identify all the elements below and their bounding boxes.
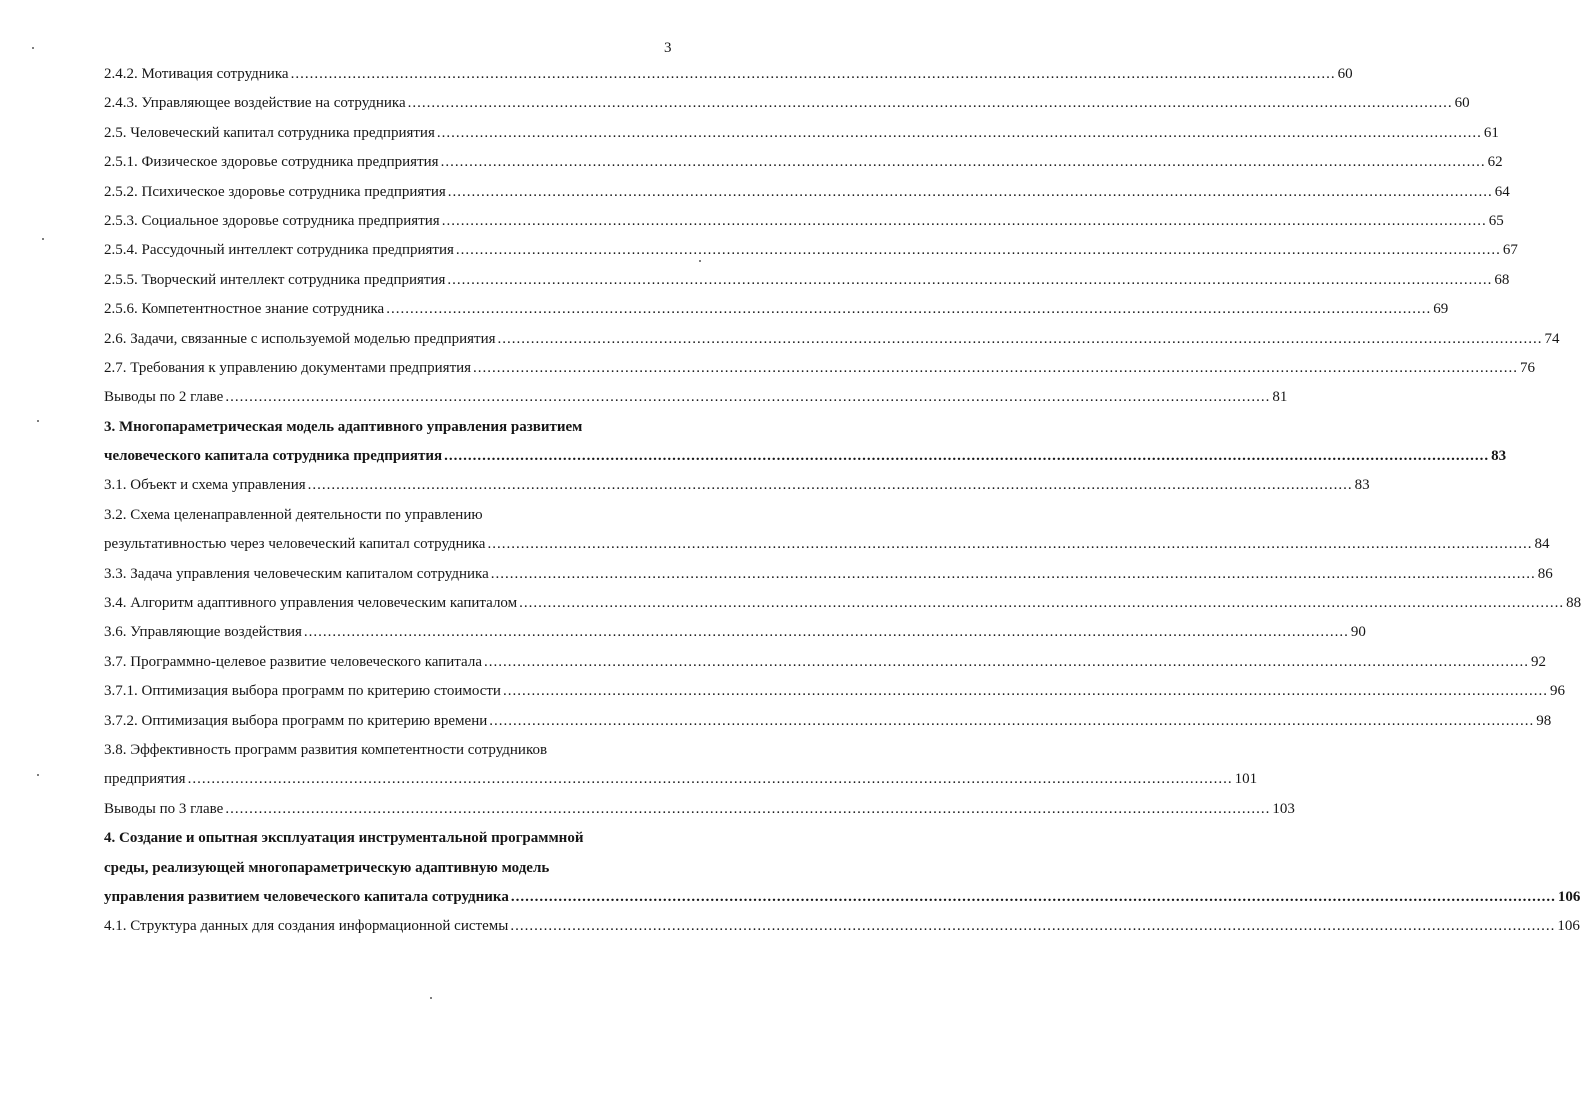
- scan-speck: [37, 774, 39, 776]
- toc-leader-dots: ............................................................................................................................................................................................................................: [187, 771, 1233, 788]
- toc-entry-page: 69: [1433, 301, 1449, 318]
- toc-entry-page: 103: [1272, 800, 1295, 817]
- toc-leader-dots: ............................................................................................................................................................................................................................: [441, 212, 1487, 229]
- toc-entry: [104, 89, 1470, 118]
- toc-entry: [104, 560, 1553, 589]
- toc-entry-title: 3.2. Схема целенаправленной деятельности по управлению: [104, 506, 483, 523]
- toc-entry-page: 62: [1487, 154, 1503, 171]
- toc-leader-dots: ............................................................................................................................................................................................................................: [225, 389, 1271, 406]
- toc-leader-dots: ............................................................................................................................................................................................................................: [510, 888, 1556, 905]
- toc-entry-title: 4. Создание и опытная эксплуатация инструментальной программной: [104, 830, 584, 847]
- toc-entry-title: 3.7.1. Оптимизация выбора программ по критерию стоимости: [104, 683, 501, 700]
- toc-leader-dots: ............................................................................................................................................................................................................................: [455, 242, 1501, 259]
- toc-entry: [104, 912, 1580, 941]
- toc-entry-page: 92: [1530, 653, 1546, 670]
- toc-entry: [104, 354, 1536, 383]
- toc-entry-title: среды, реализующей многопараметрическую адаптивную модель: [104, 859, 550, 876]
- toc-leader-dots: ............................................................................................................................................................................................................................: [510, 918, 1556, 935]
- toc-entry-title: 2.5.3. Социальное здоровье сотрудника предприятия: [104, 212, 440, 229]
- toc-entry-title: Выводы по 3 главе: [104, 800, 224, 817]
- toc-leader-dots: ............................................................................................................................................................................................................................: [489, 712, 1535, 729]
- toc-entry-title: 2.6. Задачи, связанные с используемой моделью предприятия: [104, 330, 496, 347]
- toc-entry-title: 3.6. Управляющие воздействия: [104, 624, 302, 641]
- toc-entry-page: 60: [1337, 66, 1353, 82]
- scan-speck: [37, 420, 39, 422]
- toc-leader-dots: ............................................................................................................................................................................................................................: [483, 653, 1529, 670]
- toc-leader-dots: ............................................................................................................................................................................................................................: [307, 477, 1353, 494]
- toc-entry-title: 2.5.2. Психическое здоровье сотрудника предприятия: [104, 183, 446, 200]
- toc-entry-page: 74: [1544, 330, 1560, 347]
- toc-entry: [104, 60, 1353, 89]
- toc-entry: [104, 471, 1370, 500]
- toc-leader-dots: ............................................................................................................................................................................................................................: [490, 565, 1536, 582]
- toc-entry-page: 83: [1491, 448, 1507, 465]
- toc-entry: [104, 589, 1581, 618]
- toc-entry: [104, 736, 680, 765]
- toc-entry: [104, 677, 1565, 706]
- toc-entry-title: управления развитием человеческого капитала сотрудника: [104, 888, 509, 905]
- toc-leader-dots: ............................................................................................................................................................................................................................: [386, 301, 1432, 318]
- toc-entry: [104, 530, 1550, 559]
- toc-leader-dots: ............................................................................................................................................................................................................................: [290, 66, 1336, 82]
- toc-entry-title: 3.8. Эффективность программ развития компетентности сотрудников: [104, 741, 548, 758]
- toc-entry: [104, 325, 1560, 354]
- toc-leader-dots: ............................................................................................................................................................................................................................: [502, 683, 1548, 700]
- toc-leader-dots: ............................................................................................................................................................................................................................: [447, 183, 1493, 200]
- toc-entry: [104, 618, 1366, 647]
- toc-entry-page: 106: [1557, 918, 1580, 935]
- toc-entry-title: 3.7. Программно-целевое развитие человеческого капитала: [104, 653, 482, 670]
- toc-entry-title: 2.5.1. Физическое здоровье сотрудника предприятия: [104, 154, 439, 171]
- toc-entry-title: предприятия: [104, 771, 186, 788]
- toc-entry-page: 61: [1483, 124, 1499, 141]
- toc-entry: [104, 854, 680, 883]
- toc-leader-dots: ............................................................................................................................................................................................................................: [303, 624, 1349, 641]
- toc-entry-page: 83: [1354, 477, 1370, 494]
- scan-speck: [430, 997, 432, 999]
- toc-entry-title: 3.3. Задача управления человеческим капиталом сотрудника: [104, 565, 489, 582]
- toc-entry-title: 2.5. Человеческий капитал сотрудника предприятия: [104, 124, 435, 141]
- toc-entry: [104, 295, 1449, 324]
- toc-entry: [104, 501, 680, 530]
- page-number: 3: [664, 40, 672, 56]
- toc-leader-dots: ............................................................................................................................................................................................................................: [447, 271, 1493, 288]
- toc-leader-dots: ............................................................................................................................................................................................................................: [407, 95, 1453, 112]
- toc-entry: [104, 765, 1258, 794]
- toc-entry-title: результативностью через человеческий капитал сотрудника: [104, 536, 486, 553]
- toc-entry: [104, 178, 1510, 207]
- toc-leader-dots: ............................................................................................................................................................................................................................: [436, 124, 1482, 141]
- toc-entry: [104, 795, 1295, 824]
- toc-entry: [104, 707, 1552, 736]
- toc-entry-title: 2.5.5. Творческий интеллект сотрудника предприятия: [104, 271, 446, 288]
- toc-leader-dots: ............................................................................................................................................................................................................................: [440, 154, 1486, 171]
- toc-leader-dots: ............................................................................................................................................................................................................................: [473, 359, 1519, 376]
- toc-entry-page: 65: [1488, 212, 1504, 229]
- scan-speck: [699, 260, 701, 262]
- toc-entry-title: Выводы по 2 главе: [104, 389, 224, 406]
- toc-entry-title: 3.4. Алгоритм адаптивного управления человеческим капиталом: [104, 595, 518, 612]
- toc-entry-title: 2.4.2. Мотивация сотрудника: [104, 66, 289, 82]
- toc-entry-page: 64: [1494, 183, 1510, 200]
- toc-entry-page: 60: [1454, 95, 1470, 112]
- toc-entry-page: 86: [1537, 565, 1553, 582]
- toc-entry: [104, 383, 1288, 412]
- toc-entry-title: 3. Многопараметрическая модель адаптивного управления развитием: [104, 418, 583, 435]
- toc-entry-title: 4.1. Структура данных для создания информационной системы: [104, 918, 509, 935]
- toc-entry-title: 2.5.6. Компетентностное знание сотрудника: [104, 301, 385, 318]
- toc-entry-page: 81: [1272, 389, 1288, 406]
- toc-leader-dots: ............................................................................................................................................................................................................................: [444, 448, 1490, 465]
- toc-entry-page: 88: [1566, 595, 1581, 612]
- toc-entry-title: 2.5.4. Рассудочный интеллект сотрудника предприятия: [104, 242, 454, 259]
- toc-entry: [104, 883, 1581, 912]
- toc-entry-page: 101: [1234, 771, 1258, 788]
- toc-leader-dots: ............................................................................................................................................................................................................................: [487, 536, 1533, 553]
- table-of-contents: [104, 60, 1581, 942]
- toc-entry: [104, 824, 680, 853]
- toc-entry-title: 3.7.2. Оптимизация выбора программ по критерию времени: [104, 712, 488, 729]
- toc-entry-title: человеческого капитала сотрудника предприятия: [104, 448, 443, 465]
- toc-entry: [104, 119, 1499, 148]
- toc-entry-page: 98: [1536, 712, 1552, 729]
- toc-entry-title: 2.4.3. Управляющее воздействие на сотрудника: [104, 95, 406, 112]
- toc-leader-dots: ............................................................................................................................................................................................................................: [519, 595, 1565, 612]
- toc-entry: [104, 236, 1518, 265]
- toc-entry: [104, 413, 680, 442]
- toc-entry: [104, 266, 1510, 295]
- toc-entry-page: 106: [1557, 888, 1581, 905]
- toc-leader-dots: ............................................................................................................................................................................................................................: [497, 330, 1543, 347]
- scan-speck: [42, 238, 44, 240]
- toc-entry-page: 68: [1494, 271, 1510, 288]
- toc-entry-title: 2.7. Требования к управлению документами предприятия: [104, 359, 472, 376]
- toc-entry-page: 90: [1350, 624, 1366, 641]
- toc-entry-page: 67: [1502, 242, 1518, 259]
- toc-entry-title: 3.1. Объект и схема управления: [104, 477, 306, 494]
- toc-entry-page: 84: [1534, 536, 1550, 553]
- toc-entry-page: 76: [1520, 359, 1536, 376]
- toc-entry-page: 96: [1549, 683, 1565, 700]
- toc-entry: [104, 207, 1504, 236]
- toc-entry: [104, 648, 1546, 677]
- toc-entry: [104, 442, 1507, 471]
- scan-speck: [32, 47, 34, 49]
- toc-leader-dots: ............................................................................................................................................................................................................................: [225, 800, 1271, 817]
- toc-entry: [104, 148, 1503, 177]
